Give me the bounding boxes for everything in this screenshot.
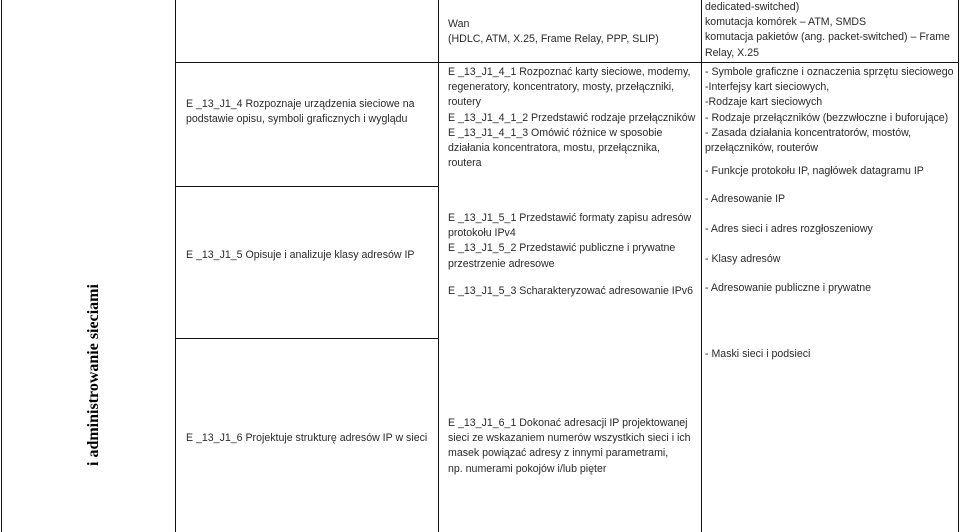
criteria-c5-3 <box>448 284 693 299</box>
effect-e4-text: E _13_J1_4 Rozpoznaje urządzenia sieciowe na podstawie opisu, symboli graficznych i wyglądu <box>186 98 415 126</box>
content-item-text: - Maski sieci i podsieci <box>705 348 811 360</box>
content-top-line: dedicated-switched) <box>705 1 800 13</box>
content-item <box>705 281 871 296</box>
criteria-c4-line: E _13_J1_4_1_3 Omówić różnice w sposobie <box>448 126 663 139</box>
criteria-c6-line: sieci ze wskazaniem numerów wszystkich sieci i ich <box>448 432 691 445</box>
table-border-left <box>1 0 2 532</box>
content-item-text: - Klasy adresów <box>705 253 781 265</box>
criteria-c4-line: regeneratory, koncentratory, mosty, przełączniki, <box>448 81 675 94</box>
effect-e4 <box>186 97 426 127</box>
criteria-c6-line: masek powiązać adresy z innymi parametrami, <box>448 447 669 460</box>
criteria-c6 <box>448 416 691 477</box>
criteria-c4-line: routery <box>448 96 481 109</box>
content-item-text: - Adresowanie publiczne i prywatne <box>705 282 872 294</box>
row-divider-2 <box>175 186 439 187</box>
content-item-text: - Adres sieci i adres rozgłoszeniowy <box>705 223 873 235</box>
content-top-line: komutacja pakietów (ang. packet-switched) – Frame <box>705 31 950 44</box>
content-c4-line: -Interfejsy kart sieciowych, <box>705 81 830 94</box>
content-top-line: komutacja komórek – ATM, SMDS <box>705 16 867 29</box>
effect-e5-text: E _13_J1_5 Opisuje i analizuje klasy adresów IP <box>186 249 415 261</box>
content-c4 <box>705 65 954 156</box>
criteria-c6-line: np. numerami pokojów i/lub pięter <box>448 462 607 475</box>
content-item-text: - Adresowanie IP <box>705 193 786 205</box>
content-top <box>705 0 950 61</box>
criteria-top-line: (HDLC, ATM, X.25, Frame Relay, PPP, SLIP) <box>448 33 659 46</box>
row-divider-3 <box>175 338 439 339</box>
content-item-text: - Funkcje protokołu IP, nagłówek datagramu IP <box>705 165 924 177</box>
criteria-top-line: Wan <box>448 18 470 30</box>
content-item <box>705 252 780 267</box>
column-divider-1 <box>175 0 176 532</box>
criteria-c4-line: E _13_J1_4_1_2 Przedstawić rodzaje przełączników <box>448 111 696 124</box>
criteria-c5-3-text: E _13_J1_5_3 Scharakteryzować adresowanie IPv6 <box>448 285 693 297</box>
criteria-c5-line: przestrzenie adresowe <box>448 257 555 270</box>
criteria-c6-line: E _13_J1_6_1 Dokonać adresacji IP projektowanej <box>448 417 688 429</box>
effect-e6-text: E _13_J1_6 Projektuje strukturę adresów IP w sieci <box>186 432 428 444</box>
criteria-c4-line: E _13_J1_4_1 Rozpoznać karty sieciowe, modemy, <box>448 66 691 78</box>
criteria-c4-line: działania koncentratora, mostu, przełącznika, <box>448 142 660 155</box>
content-item <box>705 222 873 237</box>
content-c4-line: - Zasada działania koncentratorów, mostów, <box>705 126 912 139</box>
content-item <box>705 347 810 362</box>
section-label-vertical: i administrowanie sieciami <box>85 284 102 466</box>
content-item <box>705 192 785 207</box>
criteria-c5-line: protokołu IPv4 <box>448 227 516 240</box>
criteria-c4 <box>448 65 695 171</box>
criteria-c4-line: routera <box>448 157 482 170</box>
column-divider-2 <box>438 0 439 532</box>
criteria-c5 <box>448 211 691 272</box>
column-divider-3 <box>701 0 702 532</box>
criteria-c5-line: E _13_J1_5_2 Przedstawić publiczne i prywatne <box>448 242 676 255</box>
effect-e5 <box>186 248 436 263</box>
effect-e6 <box>186 431 436 446</box>
criteria-top <box>448 17 659 47</box>
criteria-c5-line: E _13_J1_5_1 Przedstawić formaty zapisu adresów <box>448 212 692 224</box>
table-border-right <box>958 0 959 532</box>
content-c4-line: -Rodzaje kart sieciowych <box>705 96 823 109</box>
content-c4-line: - Symbole graficzne i oznaczenia sprzętu sieciowego <box>705 66 954 78</box>
row-divider-1 <box>175 62 959 63</box>
content-item <box>705 164 924 179</box>
content-top-line: Relay, X.25 <box>705 46 759 59</box>
content-c4-line: przełączników, routerów <box>705 142 819 155</box>
content-c4-line: - Rodzaje przełączników (bezzwłoczne i buforujące) <box>705 111 949 124</box>
